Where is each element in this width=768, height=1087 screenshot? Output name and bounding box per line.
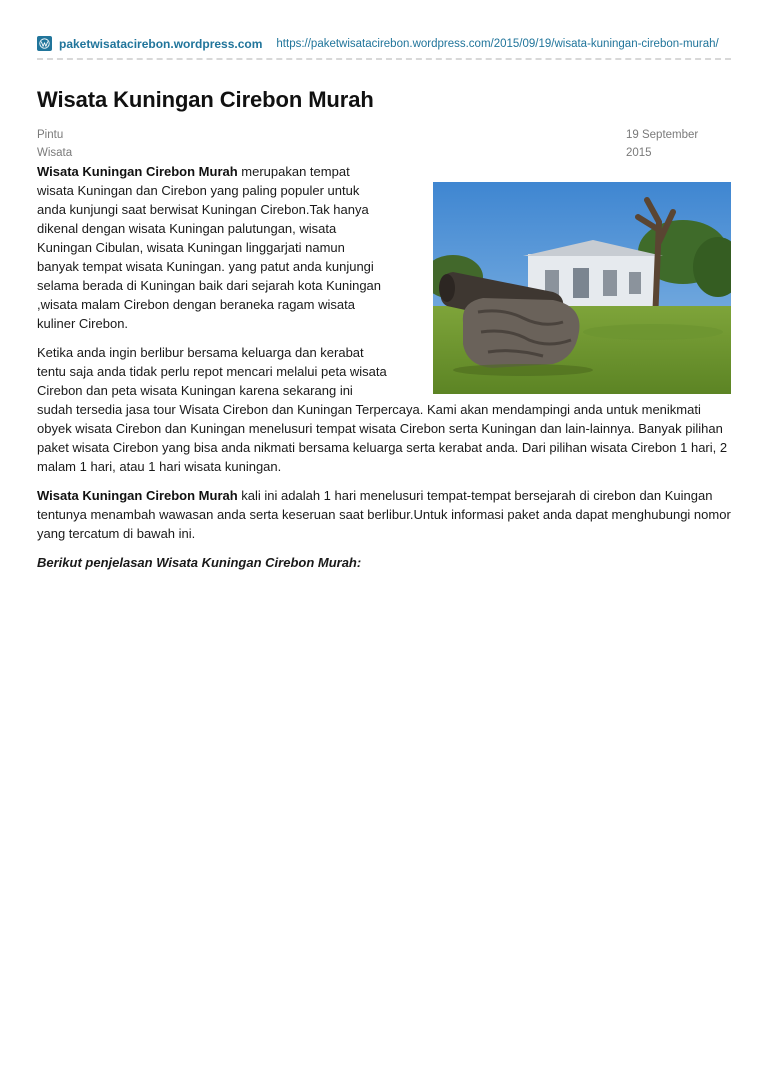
text-run: merupakan tempat	[237, 164, 350, 179]
text-line: dikenal dengan wisata Kuningan palutungan, wisata	[37, 221, 337, 236]
bold-keyword: Wisata Kuningan Cirebon Murah	[37, 164, 238, 179]
text-line: banyak tempat wisata Kuningan. yang patut anda kunjungi	[37, 259, 374, 274]
page-title: Wisata Kuningan Cirebon Murah	[37, 87, 374, 112]
text-line: Ketika anda ingin berlibur bersama keluarga dan kerabat	[37, 345, 364, 360]
bold-keyword: Wisata Kuningan Cirebon Murah	[37, 488, 238, 503]
text-line: tentu saja anda tidak perlu repot mencari melalui peta wisata	[37, 364, 387, 379]
paragraph-explanation-heading: Berikut penjelasan Wisata Kuningan Cirebon Murah:	[37, 555, 362, 570]
wordpress-icon	[37, 36, 52, 51]
author-line: Wisata	[37, 147, 73, 159]
text-line: wisata Kuningan dan Cirebon yang paling populer untuk	[37, 183, 360, 198]
author-line: Pintu	[37, 129, 64, 141]
header-divider	[37, 58, 731, 60]
text-run: kali ini adalah 1 hari menelusuri tempat-tempat bersejarah di cirebon dan Kuingan tentunya menambah wawasan anda serta keseruan saat berlibur.Untuk informasi paket anda dapat menghubungi nomor yang tercatum di bawah ini.	[37, 488, 731, 541]
post-author	[37, 126, 117, 162]
old-cannon-photo	[433, 182, 731, 394]
paragraph-oneday	[37, 486, 731, 543]
post-date	[626, 126, 726, 162]
post-url-link[interactable]: https://paketwisatacirebon.wordpress.com/2015/09/19/wisata-kuningan-cirebon-murah/	[276, 37, 719, 50]
text-line: Cirebon dan peta wisata Kuningan karena sekarang ini	[37, 383, 353, 398]
text-line	[37, 162, 731, 181]
text-line: ,wisata malam Cirebon dengan beraneka ragam wisata	[37, 297, 355, 312]
site-link[interactable]: paketwisatacirebon.wordpress.com	[59, 36, 263, 51]
text-line: selama berada di Kuningan baik dari sejarah kota Kuningan	[37, 278, 382, 293]
text-run: sudah tersedia jasa tour Wisata Cirebon dan Kuningan Terpercaya. Kami akan mendampingi anda untuk menikmati obyek wisata Cirebon dan Kuningan menelusuri tempat wisata Cirebon serta Kuningan dan lain-lainnya. Banyak pilihan paket wisata Cirebon yang bisa anda nikmati bersama keluarga serta kerabat anda. Dari pilihan wisata Cirebon 1 hari, 2 malam 1 hari, atau 1 hari wisata kuningan.	[37, 402, 728, 474]
date-line: 2015	[626, 147, 652, 159]
text-line: anda kunjungi saat berwisat Kuningan Cirebon.Tak hanya	[37, 202, 369, 217]
text-line: Kuningan Cibulan, wisata Kuningan linggarjati namun	[37, 240, 345, 255]
article-body	[37, 162, 731, 582]
date-line: 19 September	[626, 129, 699, 141]
page-header	[37, 36, 731, 51]
text-line: kuliner Cirebon.	[37, 316, 129, 331]
